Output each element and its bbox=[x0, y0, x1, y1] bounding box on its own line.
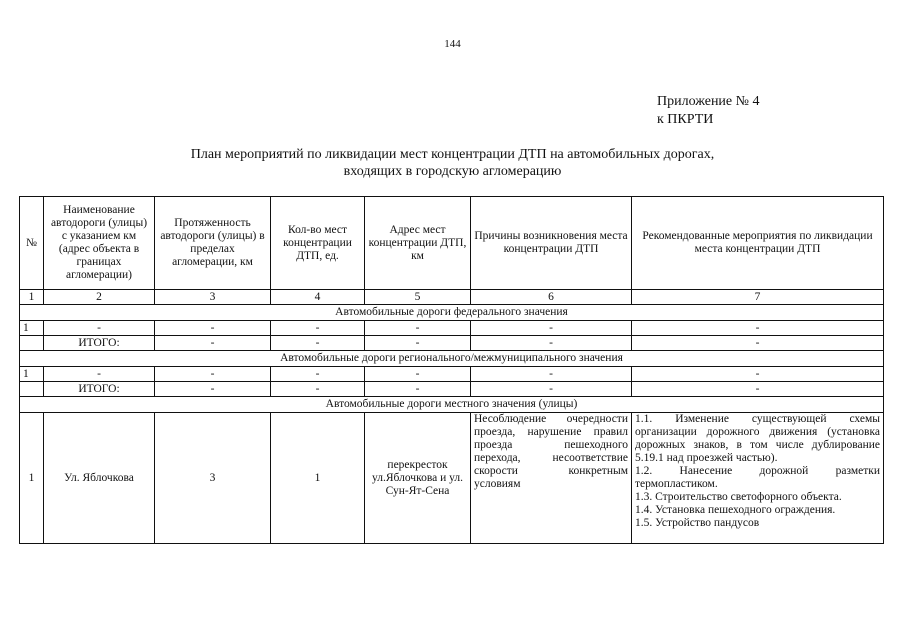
section-title: Автомобильные дороги федерального значения bbox=[20, 305, 884, 321]
cell-measures: - bbox=[632, 336, 884, 351]
section-row-federal bbox=[20, 305, 884, 321]
cell-length: - bbox=[155, 321, 271, 336]
cell-empty bbox=[20, 336, 44, 351]
cell-address: - bbox=[365, 321, 471, 336]
cell-address: перекресток ул.Яблочкова и ул. Сун-Ят-Сена bbox=[365, 413, 471, 544]
cell-measures: - bbox=[632, 367, 884, 382]
table-row bbox=[20, 367, 884, 382]
appendix-line-2: к ПКРТИ bbox=[657, 112, 714, 127]
appendix-label bbox=[657, 93, 760, 129]
measure-item: 1.4. Установка пешеходного ограждения. bbox=[635, 504, 836, 516]
cell-cause: - bbox=[471, 336, 632, 351]
column-number: 2 bbox=[44, 290, 155, 305]
total-row bbox=[20, 336, 884, 351]
header-road-name: Наименование автодороги (улицы) с указанием км (адрес объекта в границах агломерации) bbox=[44, 197, 155, 290]
column-number-row bbox=[20, 290, 884, 305]
cell-measures: - bbox=[632, 321, 884, 336]
header-num: № bbox=[20, 197, 44, 290]
plan-table bbox=[19, 196, 884, 544]
cell-cause: - bbox=[471, 367, 632, 382]
column-number: 4 bbox=[271, 290, 365, 305]
cell-num: 1 bbox=[20, 321, 44, 336]
cell-road: - bbox=[44, 367, 155, 382]
cell-count: 1 bbox=[271, 413, 365, 544]
cell-cause: Несоблюдение очередности проезда, нарушение правил проезда пешеходного перехода, несоответствие скорости конкретным условиям bbox=[471, 413, 632, 544]
column-number: 6 bbox=[471, 290, 632, 305]
section-row-regional bbox=[20, 351, 884, 367]
cell-length: - bbox=[155, 367, 271, 382]
plan-title-line-1: План мероприятий по ликвидации мест концентрации ДТП на автомобильных дорогах, bbox=[190, 147, 715, 162]
cell-num: 1 bbox=[20, 413, 44, 544]
column-number: 3 bbox=[155, 290, 271, 305]
table-row bbox=[20, 413, 884, 544]
cell-cause: - bbox=[471, 321, 632, 336]
header-row bbox=[20, 197, 884, 290]
measure-item: 1.2. Нанесение дорожной разметки термопластиком. bbox=[635, 465, 880, 490]
cell-length: - bbox=[155, 336, 271, 351]
header-cause: Причины возникновения места концентрации ДТП bbox=[471, 197, 632, 290]
plan-title bbox=[0, 146, 905, 180]
measure-item: 1.1. Изменение существующей схемы организации дорожного движения (установка дорожных знаков, в том числе дублирование 5.19.1 над проезжей частью). bbox=[635, 413, 880, 464]
page-number: 144 bbox=[444, 38, 461, 50]
total-label: ИТОГО: bbox=[44, 382, 155, 397]
column-number: 7 bbox=[632, 290, 884, 305]
total-row bbox=[20, 382, 884, 397]
cell-count: - bbox=[271, 367, 365, 382]
plan-title-line-2: входящих в городскую агломерацию bbox=[343, 164, 562, 179]
cell-count: - bbox=[271, 336, 365, 351]
table-row bbox=[20, 321, 884, 336]
header-count: Кол-во мест концентрации ДТП, ед. bbox=[271, 197, 365, 290]
section-row-local bbox=[20, 397, 884, 413]
cell-measures: - bbox=[632, 382, 884, 397]
cell-cause: - bbox=[471, 382, 632, 397]
cell-num: 1 bbox=[20, 367, 44, 382]
cell-count: - bbox=[271, 321, 365, 336]
cell-address: - bbox=[365, 336, 471, 351]
cell-empty bbox=[20, 382, 44, 397]
section-title: Автомобильные дороги местного значения (улицы) bbox=[20, 397, 884, 413]
cell-address: - bbox=[365, 382, 471, 397]
section-title: Автомобильные дороги регионального/межмуниципального значения bbox=[20, 351, 884, 367]
cell-length: 3 bbox=[155, 413, 271, 544]
header-length: Протяженность автодороги (улицы) в пределах агломерации, км bbox=[155, 197, 271, 290]
total-label: ИТОГО: bbox=[44, 336, 155, 351]
cell-measures bbox=[632, 413, 884, 544]
cell-road: Ул. Яблочкова bbox=[44, 413, 155, 544]
cell-address: - bbox=[365, 367, 471, 382]
column-number: 5 bbox=[365, 290, 471, 305]
cell-road: - bbox=[44, 321, 155, 336]
measure-item: 1.5. Устройство пандусов bbox=[635, 517, 760, 529]
cell-length: - bbox=[155, 382, 271, 397]
header-address: Адрес мест концентрации ДТП, км bbox=[365, 197, 471, 290]
header-measures: Рекомендованные мероприятия по ликвидации места концентрации ДТП bbox=[632, 197, 884, 290]
measure-item: 1.3. Строительство светофорного объекта. bbox=[635, 491, 842, 503]
cell-count: - bbox=[271, 382, 365, 397]
appendix-line-1: Приложение № 4 bbox=[657, 94, 760, 109]
column-number: 1 bbox=[20, 290, 44, 305]
